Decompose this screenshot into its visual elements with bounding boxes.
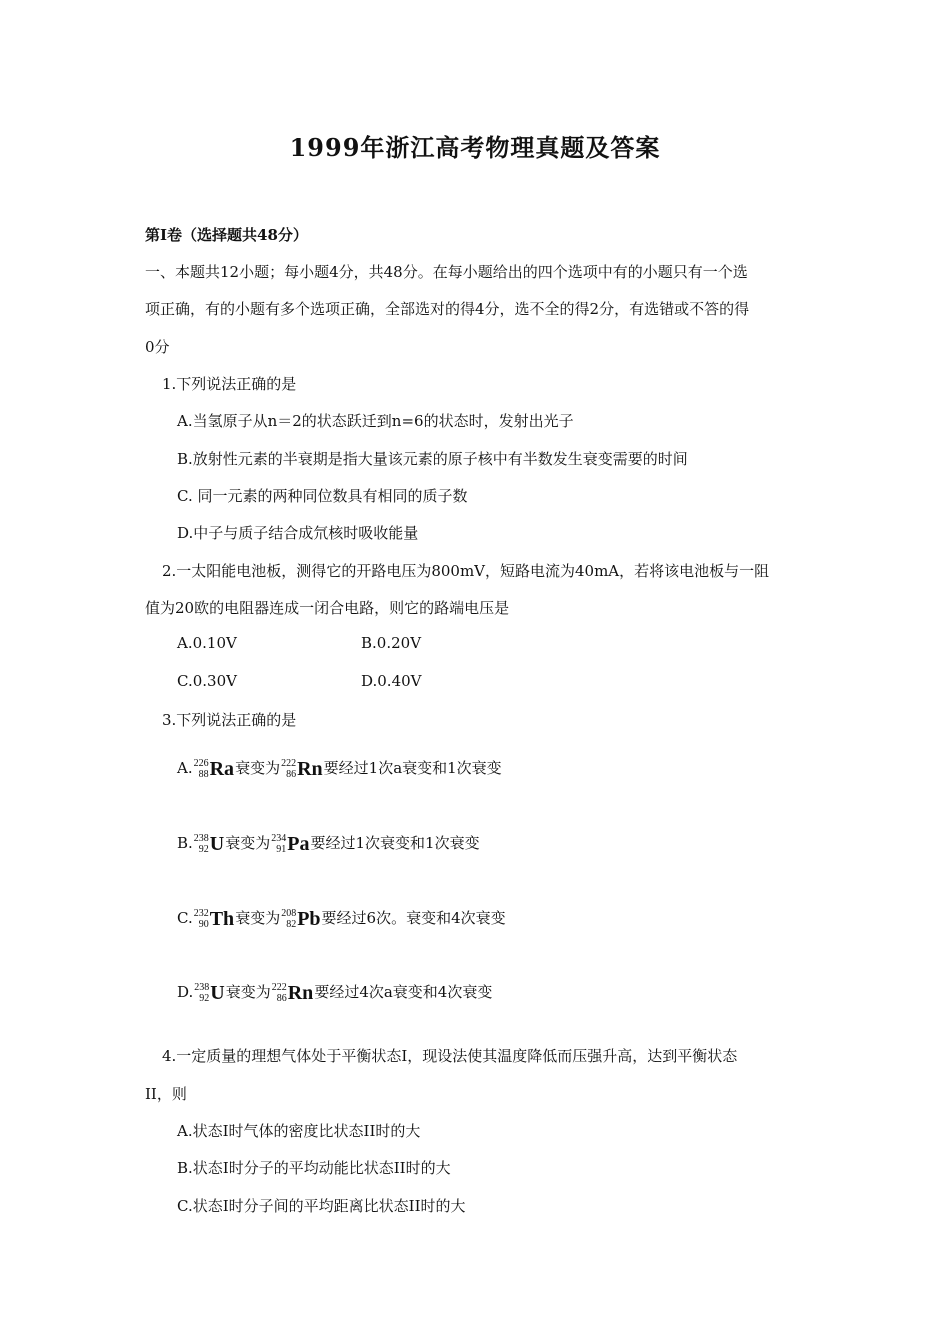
option-label: C.: [177, 909, 193, 927]
q3-stem: 3.下列说法正确的是: [162, 711, 297, 729]
element-symbol: Pb: [297, 908, 321, 930]
element-symbol: Rn: [297, 758, 323, 780]
q3-option-a: [177, 757, 502, 780]
q4-option-b: B.状态I时分子的平均动能比状态II时的大: [177, 1159, 451, 1177]
element-symbol: Th: [209, 908, 235, 930]
element-symbol: Ra: [209, 758, 235, 780]
q4-stem-line-1: 4.一定质量的理想气体处于平衡状态I，现设法使其温度降低而压强升高，达到平衡状态: [162, 1047, 738, 1065]
q1-stem: 1.下列说法正确的是: [162, 375, 297, 393]
nuclide-from: [194, 982, 224, 1004]
q4-stem-line-2: II，则: [145, 1085, 187, 1103]
option-label: D.: [177, 983, 194, 1001]
mass-number: 234: [271, 833, 287, 844]
atomic-number: 92: [198, 844, 209, 855]
decay-tail: 要经过1次衰变和1次衰变: [310, 834, 480, 852]
q3-option-c: [177, 907, 506, 930]
mass-number: 222: [271, 982, 287, 993]
nuclide-to: [281, 908, 320, 930]
q3-option-d: [177, 981, 492, 1004]
atomic-number: 86: [276, 993, 287, 1004]
nuclide-from: [194, 908, 234, 930]
decay-tail: 要经过6次。衰变和4次衰变: [321, 909, 506, 927]
page-title: 1999年浙江高考物理真题及答案: [289, 133, 661, 162]
atomic-number: 92: [199, 993, 210, 1004]
q2-option-a: A.0.10V: [177, 634, 237, 652]
q2-option-c: C.0.30V: [177, 672, 237, 690]
decay-text: 衰变为: [235, 759, 281, 777]
q1-option-b: B.放射性元素的半衰期是指大量该元素的原子核中有半数发生衰变需要的时间: [177, 450, 688, 468]
atomic-number: 82: [286, 919, 297, 930]
decay-tail: 要经过4次a衰变和4次衰变: [314, 983, 493, 1001]
atomic-number: 88: [198, 769, 209, 780]
element-symbol: Pa: [287, 833, 310, 855]
option-label: A.: [177, 759, 193, 777]
nuclide-from: [194, 758, 234, 780]
q2-option-d: D.0.40V: [361, 672, 422, 690]
instructions-line-3: 0分: [145, 338, 170, 356]
mass-number: 222: [281, 758, 297, 769]
instructions-line-2: 项正确，有的小题有多个选项正确，全部选对的得4分，选不全的得2分，有选错或不答的得: [145, 300, 750, 318]
q2-stem-line-2: 值为20欧的电阻器连成一闭合电路，则它的路端电压是: [145, 599, 510, 617]
mass-number: 226: [193, 758, 209, 769]
atomic-number: 86: [286, 769, 297, 780]
q1-option-d: D.中子与质子结合成氘核时吸收能量: [177, 524, 419, 542]
decay-text: 衰变为: [235, 909, 281, 927]
mass-number: 232: [193, 908, 209, 919]
nuclide-from: [194, 833, 224, 855]
mass-number: 238: [194, 982, 210, 993]
q4-option-c: C.状态I时分子间的平均距离比状态II时的大: [177, 1197, 466, 1215]
section-heading: 第Ⅰ卷（选择题共48分）: [145, 226, 308, 244]
element-symbol: Rn: [287, 982, 314, 1004]
mass-number: 238: [193, 833, 209, 844]
atomic-number: 91: [276, 844, 287, 855]
q2-stem-line-1: 2.一太阳能电池板，测得它的开路电压为800mV，短路电流为40mA，若将该电池板与一阻: [162, 562, 770, 580]
q1-option-c: C. 同一元素的两种同位数具有相同的质子数: [177, 487, 468, 505]
atomic-number: 90: [198, 919, 209, 930]
decay-text: 衰变为: [225, 983, 271, 1001]
q1-option-a: A.当氢原子从n＝2的状态跃迁到n=6的状态时，发射出光子: [177, 412, 574, 430]
decay-text: 衰变为: [225, 834, 271, 852]
q2-option-b: B.0.20V: [361, 634, 422, 652]
element-symbol: U: [209, 833, 225, 855]
q3-option-b: [177, 832, 480, 855]
mass-number: 208: [281, 908, 297, 919]
instructions-line-1: 一、本题共12小题；每小题4分，共48分。在每小题给出的四个选项中有的小题只有一个选: [145, 263, 748, 281]
q4-option-a: A.状态I时气体的密度比状态II时的大: [177, 1122, 421, 1140]
decay-tail: 要经过1次a衰变和1次衰变: [323, 759, 502, 777]
nuclide-to: [281, 758, 323, 780]
option-label: B.: [177, 834, 193, 852]
nuclide-to: [271, 833, 309, 855]
nuclide-to: [272, 982, 314, 1004]
element-symbol: U: [210, 982, 225, 1004]
